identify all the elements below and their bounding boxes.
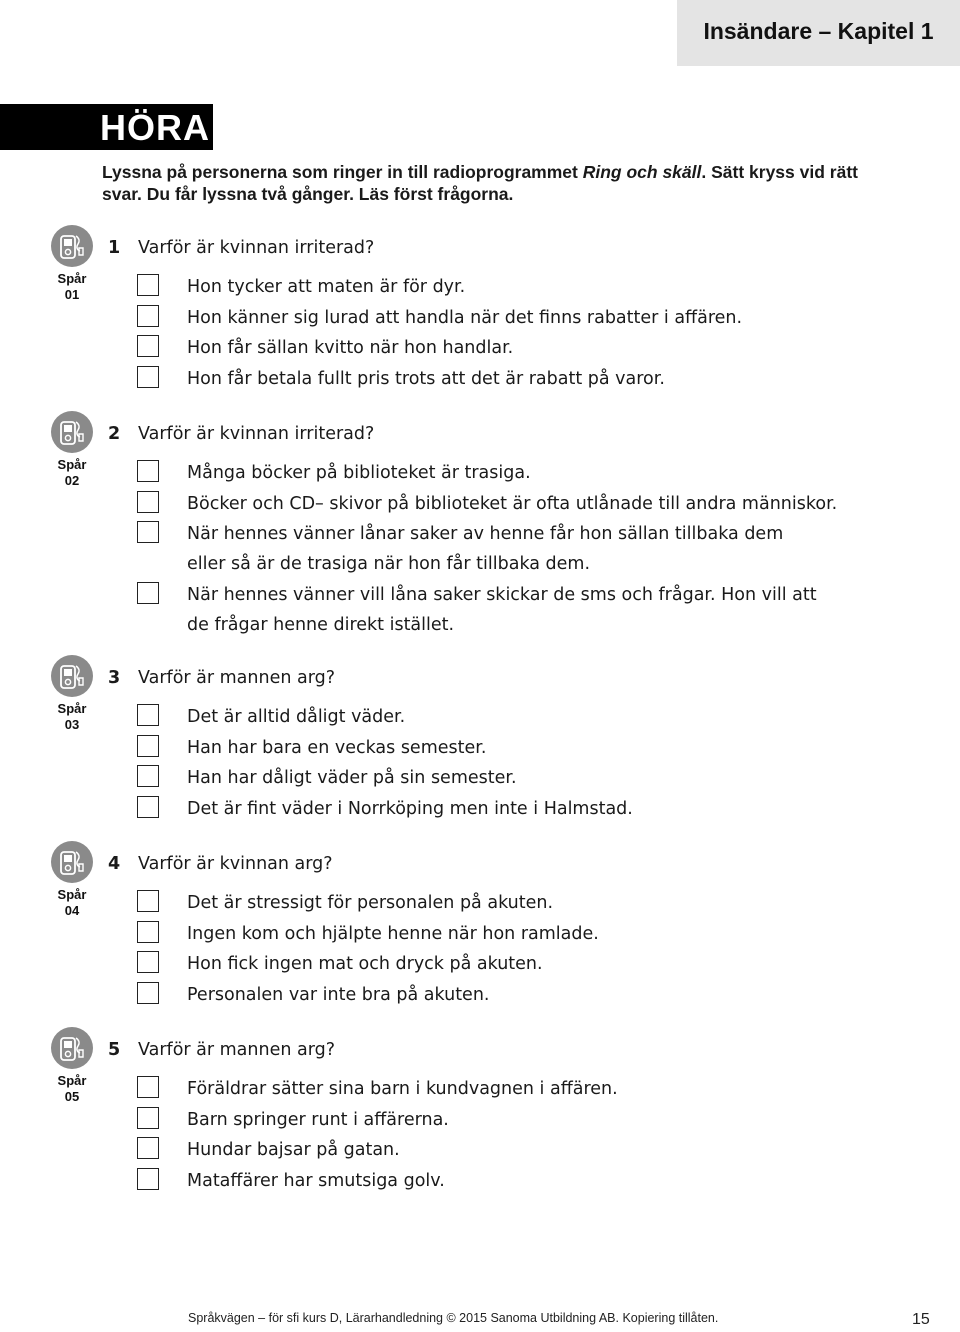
answer-checkbox[interactable] [137, 921, 159, 943]
track-number: 03 [64, 717, 80, 732]
answer-text [187, 364, 665, 394]
answer-line: de frågar henne direkt istället. [187, 615, 455, 635]
answer-checkbox[interactable] [137, 1168, 159, 1190]
answer-checkbox[interactable] [137, 704, 159, 726]
answer-checkbox[interactable] [137, 521, 159, 543]
answer-text [187, 458, 531, 488]
answer-checkbox[interactable] [137, 1137, 159, 1159]
audio-player-icon [50, 224, 94, 268]
answer-text [187, 489, 837, 519]
track-label: Spår 02 [44, 457, 100, 489]
answer-text [187, 1074, 618, 1104]
answer-line: När hennes vänner vill låna saker skickar de sms och frågar. Hon vill att [187, 585, 817, 605]
answer-line: Personalen var inte bra på akuten. [187, 984, 490, 1005]
question-text: Varför är kvinnan irriterad? [138, 238, 375, 258]
audio-player-icon [50, 410, 94, 454]
answer-checkbox[interactable] [137, 335, 159, 357]
answer-checkbox[interactable] [137, 366, 159, 388]
answer-text [187, 733, 486, 763]
audio-player-icon [50, 654, 94, 698]
answer-text [187, 980, 489, 1010]
track-number: 01 [64, 287, 80, 302]
answer-text [187, 1166, 445, 1196]
answer-line: Barn springer runt i affärerna. [187, 1109, 449, 1130]
answer-text [187, 794, 633, 824]
track-label: Spår 05 [44, 1073, 100, 1105]
answer-checkbox[interactable] [137, 274, 159, 296]
track-number: 05 [64, 1089, 80, 1104]
question-text: Varför är mannen arg? [138, 1040, 336, 1060]
answer-checkbox[interactable] [137, 305, 159, 327]
track-badge [44, 224, 100, 303]
answer-line: Hon får sällan kvitto när hon handlar. [187, 338, 514, 358]
answer-line: Det är fint väder i Norrköping men inte i Halmstad. [187, 798, 633, 819]
answer-checkbox[interactable] [137, 951, 159, 973]
answer-line: Hon känner sig lurad att handla när det finns rabatter i affären. [187, 307, 743, 328]
answer-text [187, 333, 513, 363]
answer-checkbox[interactable] [137, 491, 159, 513]
answer-text [187, 272, 465, 302]
section-title: HÖRA [100, 107, 210, 148]
answer-text [187, 702, 405, 732]
footer-text: Språkvägen – för sfi kurs D, Lärarhandledning © 2015 Sanoma Utbildning AB. Kopiering tillåten. [188, 1311, 719, 1325]
answer-line: Hon fick ingen mat och dryck på akuten. [187, 954, 543, 974]
question-text: Varför är kvinnan irriterad? [138, 424, 375, 444]
question-text: Varför är kvinnan arg? [138, 854, 333, 874]
answer-text [187, 888, 553, 918]
track-label: Spår 04 [44, 887, 100, 919]
answer-text [187, 919, 599, 949]
chapter-header [677, 0, 960, 66]
answer-line: Böcker och CD– skivor på biblioteket är ofta utlånade till andra människor. [187, 493, 838, 514]
answer-checkbox[interactable] [137, 765, 159, 787]
answer-text [187, 303, 742, 333]
answer-checkbox[interactable] [137, 1076, 159, 1098]
answer-checkbox[interactable] [137, 982, 159, 1004]
answer-line: Det är stressigt för personalen på akuten. [187, 893, 554, 913]
answer-checkbox[interactable] [137, 1107, 159, 1129]
answer-line: Föräldrar sätter sina barn i kundvagnen i affären. [187, 1079, 618, 1099]
track-badge [44, 1026, 100, 1105]
answer-text [187, 763, 517, 793]
chapter-title: Insändare – Kapitel 1 [703, 18, 934, 44]
question-number: 1 [108, 238, 121, 258]
answer-checkbox[interactable] [137, 582, 159, 604]
page-number: 15 [912, 1311, 930, 1328]
answer-line: När hennes vänner lånar saker av henne får hon sällan tillbaka dem [187, 524, 784, 544]
track-label: Spår 01 [44, 271, 100, 303]
question-text: Varför är mannen arg? [138, 668, 336, 688]
track-badge [44, 654, 100, 733]
program-name: Ring och skäll [582, 162, 702, 182]
answer-line: eller så är de trasiga när hon får tillbaka dem. [187, 554, 591, 574]
question-number: 4 [108, 854, 121, 874]
track-badge [44, 410, 100, 489]
answer-line: Han har dåligt väder på sin semester. [187, 768, 517, 788]
answer-line: Hon får betala fullt pris trots att det är rabatt på varor. [187, 368, 665, 389]
answer-line: Han har bara en veckas semester. [187, 737, 487, 758]
track-badge [44, 840, 100, 919]
answer-text [187, 1105, 449, 1135]
audio-player-icon [50, 840, 94, 884]
answer-line: Det är alltid dåligt väder. [187, 707, 406, 727]
answer-text [187, 519, 783, 579]
answer-line: Ingen kom och hjälpte henne när hon ramlade. [187, 923, 599, 944]
answer-checkbox[interactable] [137, 796, 159, 818]
audio-player-icon [50, 1026, 94, 1070]
answer-checkbox[interactable] [137, 460, 159, 482]
question-number: 3 [108, 668, 121, 688]
answer-checkbox[interactable] [137, 890, 159, 912]
instructions: Lyssna på personerna som ringer in till radioprogrammet Ring och skäll. Sätt kryss vid rätt svar. Du får lyssna två gånger. Läs först frågorna. [102, 162, 858, 204]
question-number: 2 [108, 424, 121, 444]
track-number: 02 [64, 473, 80, 488]
answer-line: Hon tycker att maten är för dyr. [187, 277, 466, 297]
answer-text [187, 1135, 400, 1165]
answer-line: Hundar bajsar på gatan. [187, 1140, 400, 1160]
answer-line: Mataffärer har smutsiga golv. [187, 1170, 445, 1191]
answer-checkbox[interactable] [137, 735, 159, 757]
answer-text [187, 949, 543, 979]
answer-text [187, 580, 817, 640]
track-number: 04 [64, 903, 80, 918]
answer-line: Många böcker på biblioteket är trasiga. [187, 463, 531, 483]
track-label: Spår 03 [44, 701, 100, 733]
question-number: 5 [108, 1040, 121, 1060]
